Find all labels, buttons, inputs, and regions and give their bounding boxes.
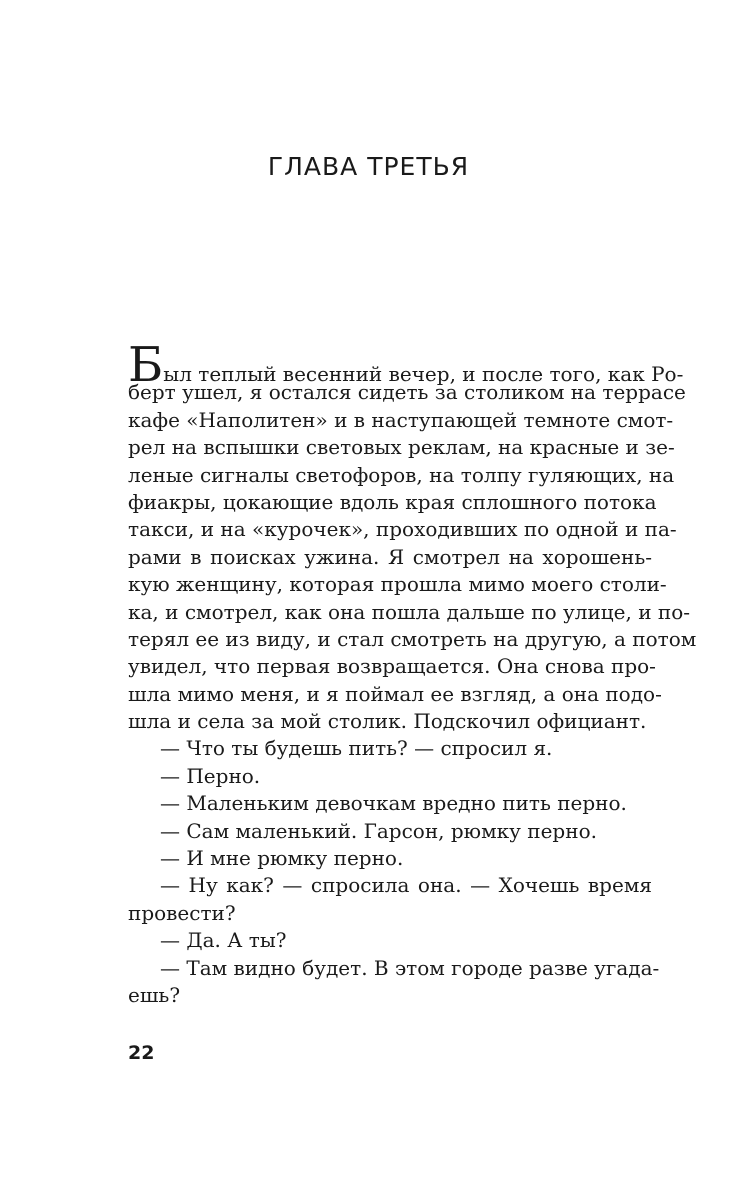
body-text	[128, 337, 697, 1009]
text-line: рами в поисках ужина. Я смотрел на хорошень-	[128, 544, 652, 569]
text-line: терял ее из виду, и стал смотреть на другую, а потом	[128, 626, 697, 651]
paragraph-narrative	[128, 337, 697, 735]
dialogue-line	[128, 845, 652, 872]
text-line: кую женщину, которая прошла мимо моего столи-	[128, 572, 667, 597]
text-line: ка, и смотрел, как она пошла дальше по улице, и по-	[128, 599, 691, 624]
dialogue-line	[128, 790, 652, 817]
text-line: провести?	[128, 900, 236, 925]
dialogue-line	[128, 927, 652, 954]
text-line: увидел, что первая возвращается. Она снова про-	[128, 654, 656, 679]
text-line: — Сам маленький. Гарсон, рюмку перно.	[160, 818, 597, 843]
dialogue-line	[128, 955, 660, 1010]
text-line: — Да. А ты?	[160, 928, 287, 953]
drop-cap: Б	[128, 337, 164, 393]
text-line-content: ыл теплый весенний вечер, и после того, как Ро-	[163, 362, 684, 386]
text-line: — Ну как? — спросила она. — Хочешь время	[160, 873, 652, 898]
text-line: — Что ты будешь пить? — спросил я.	[160, 736, 553, 761]
chapter-title: ГЛАВА ТРЕТЬЯ	[267, 152, 470, 181]
text-line: фиакры, цокающие вдоль края сплошного потока	[128, 489, 657, 514]
text-line: — И мне рюмку перно.	[160, 846, 404, 871]
text-line: шла и села за мой столик. Подскочил официант.	[128, 709, 647, 734]
text-line: — Там видно будет. В этом городе разве угада-	[160, 955, 660, 980]
text-line: рел на вспышки световых реклам, на красные и зе-	[128, 435, 675, 460]
text-line: ешь?	[128, 982, 181, 1007]
text-line: такси, и на «курочек», проходивших по одной и па-	[128, 517, 677, 542]
text-line: кафе «Наполитен» и в наступающей темноте смот-	[128, 407, 674, 432]
text-line: — Перно.	[160, 763, 261, 788]
text-line: берт ушел, я остался сидеть за столиком на террасе	[128, 380, 686, 405]
text-line: леные сигналы светофоров, на толпу гуляющих, на	[128, 462, 675, 487]
dialogue-line	[128, 872, 652, 927]
dialogue-line	[128, 763, 652, 790]
text-line: шла мимо меня, и я поймал ее взгляд, а она подо-	[128, 681, 662, 706]
page-number: 22	[128, 1042, 155, 1064]
dialogue-line	[128, 818, 652, 845]
dialogue-line	[128, 735, 652, 762]
text-line: — Маленьким девочкам вредно пить перно.	[160, 791, 627, 816]
